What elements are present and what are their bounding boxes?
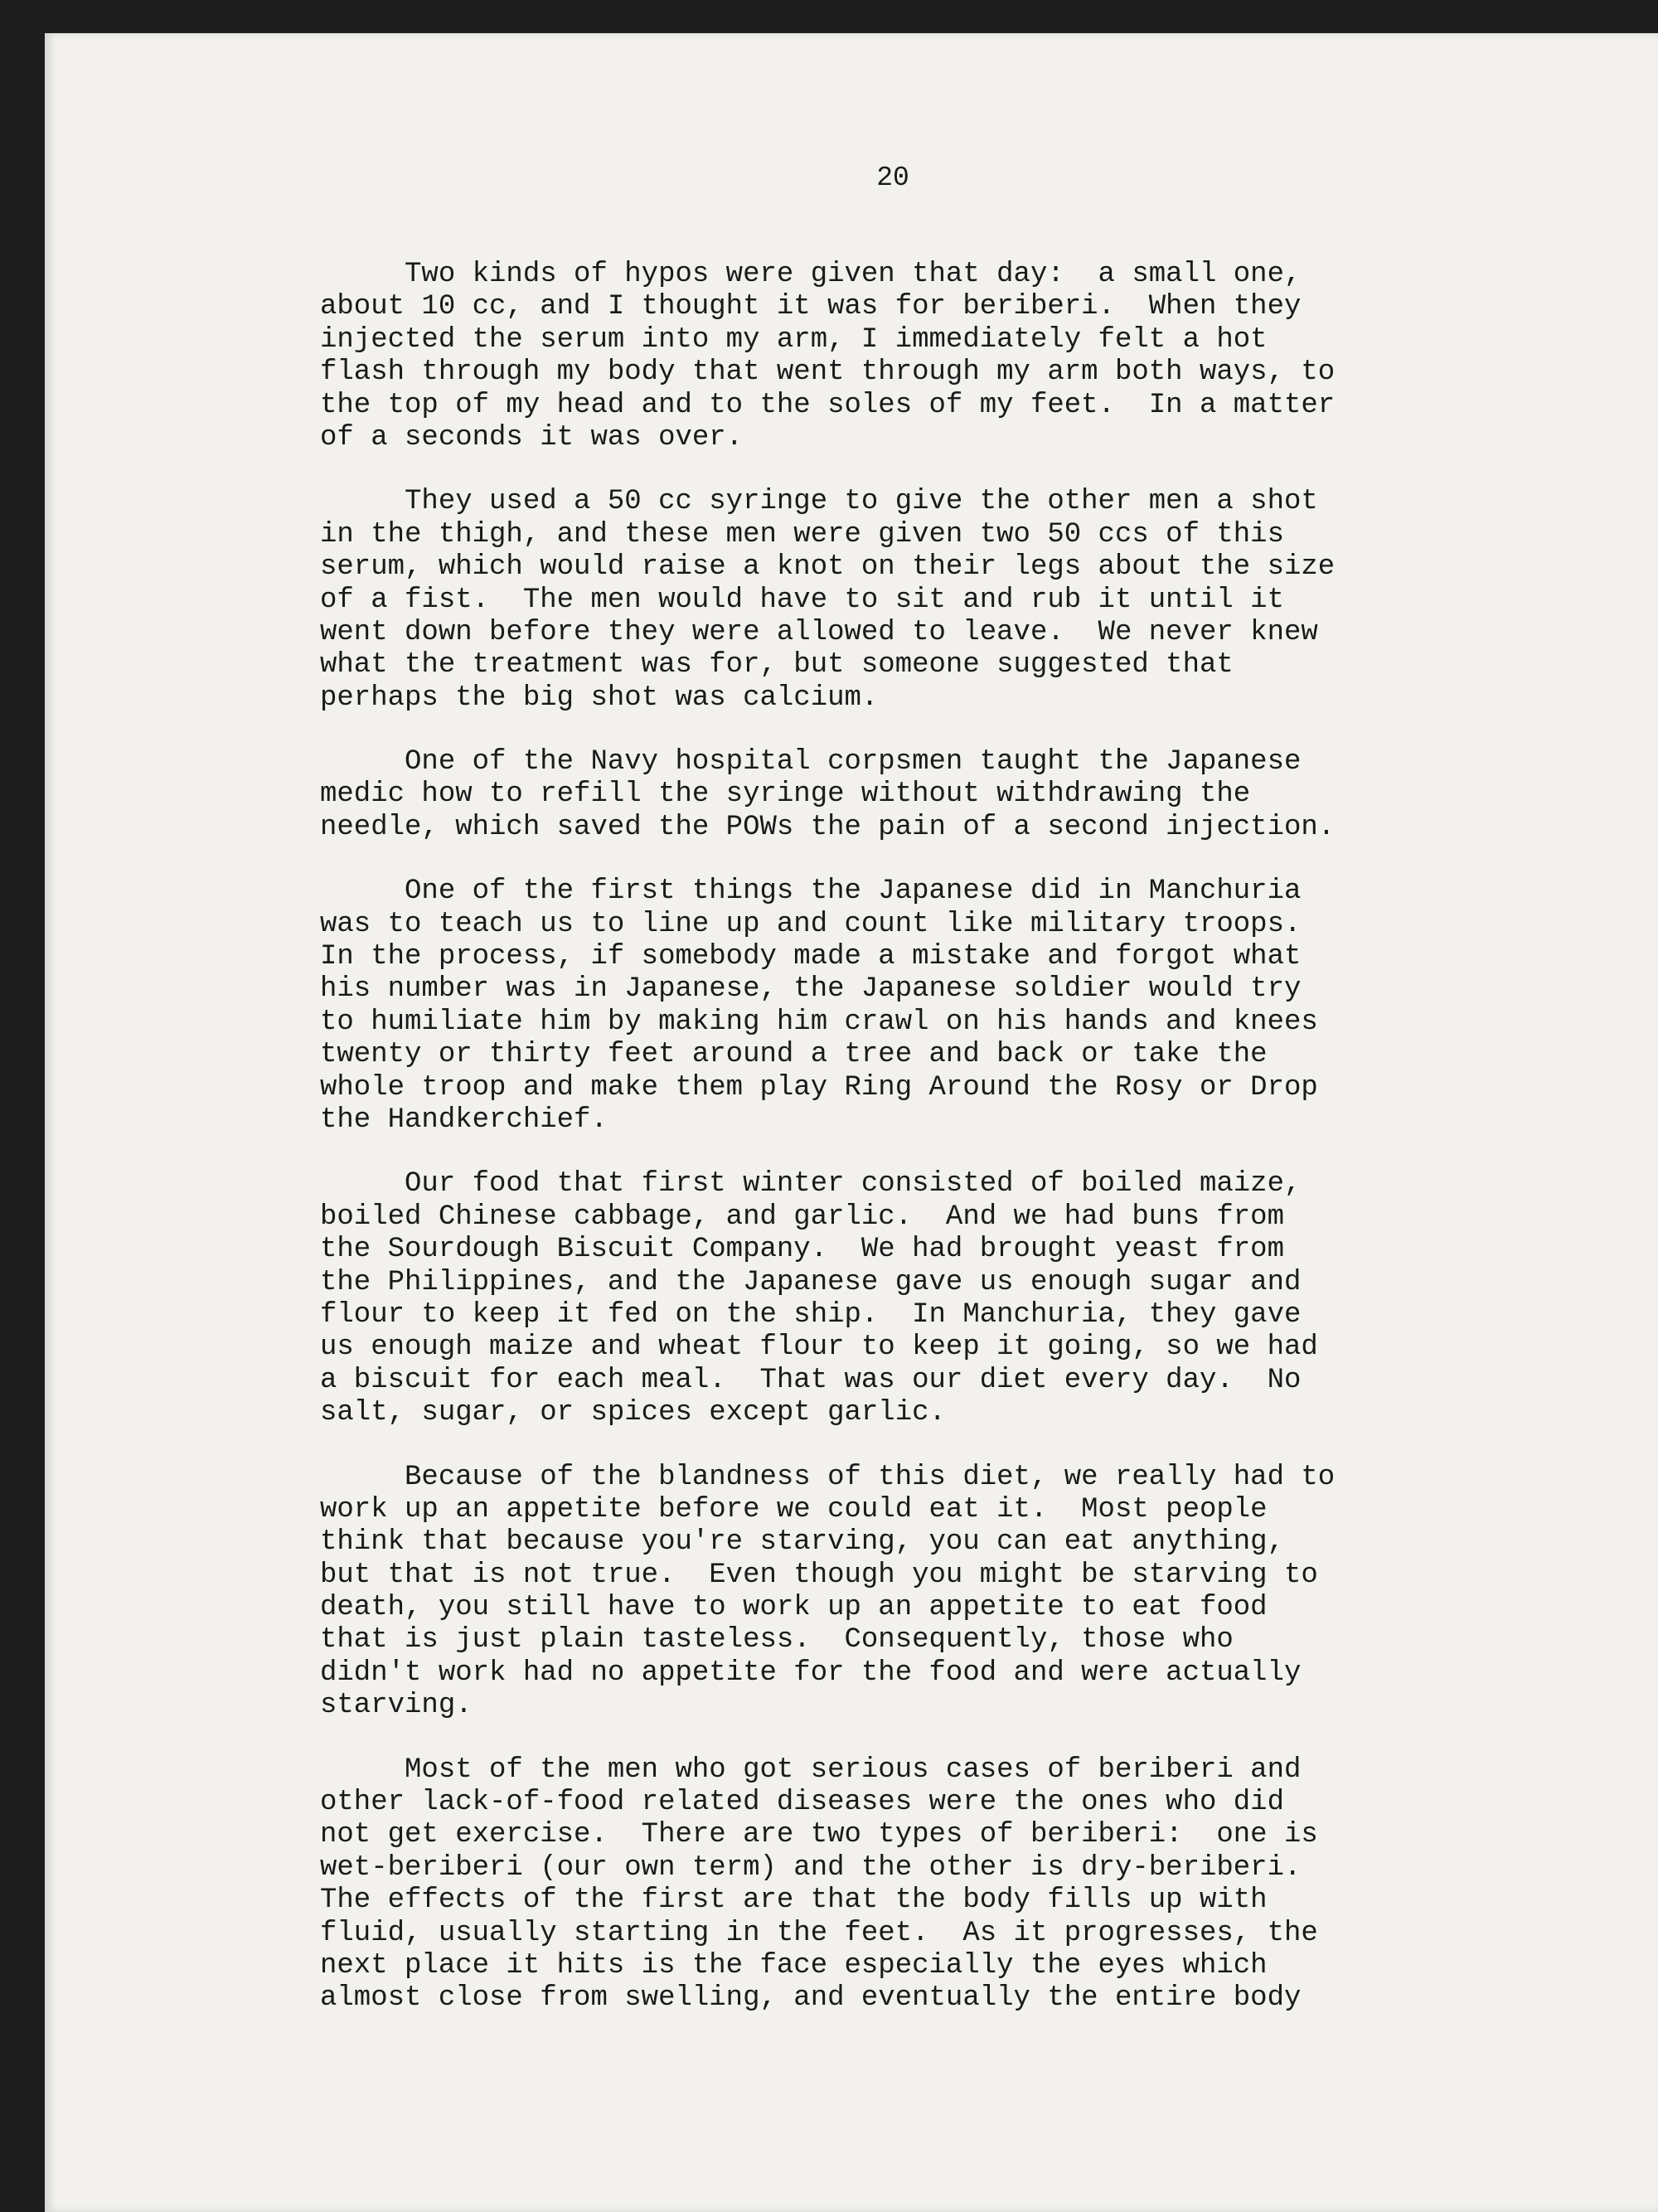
text-line: injected the serum into my arm, I immediately felt a hot — [320, 323, 1268, 356]
paragraph — [320, 259, 1563, 454]
text-line: his number was in Japanese, the Japanese soldier would try — [320, 973, 1302, 1006]
text-line: didn't work had no appetite for the food and were actually — [320, 1657, 1302, 1689]
text-line: death, you still have to work up an appetite to eat food — [320, 1592, 1268, 1624]
text-line: of a fist. The men would have to sit and rub it until it — [320, 584, 1284, 616]
text-line: what the treatment was for, but someone suggested that — [320, 649, 1234, 682]
text-line: the Handkerchief. — [320, 1104, 608, 1136]
text-line: twenty or thirty feet around a tree and back or take the — [320, 1039, 1268, 1071]
text-line: a biscuit for each meal. That was our diet every day. No — [320, 1364, 1302, 1396]
text-line: almost close from swelling, and eventually the entire body — [320, 1982, 1302, 2015]
text-line: medic how to refill the syringe without withdrawing the — [320, 779, 1251, 811]
text-line: the Sourdough Biscuit Company. We had brought yeast from — [320, 1234, 1284, 1266]
text-line: in the thigh, and these men were given two 50 ccs of this — [320, 518, 1284, 551]
text-line: the Philippines, and the Japanese gave us enough sugar and — [320, 1266, 1302, 1298]
text-line: not get exercise. There are two types of beriberi: one is — [320, 1819, 1318, 1851]
page-number: 20 — [876, 163, 909, 193]
text-line: needle, which saved the POWs the pain of a second injection. — [320, 811, 1336, 843]
text-line: but that is not true. Even though you might be starving to — [320, 1559, 1318, 1591]
text-line: flour to keep it fed on the ship. In Manchuria, they gave — [320, 1298, 1302, 1331]
text-line: One of the Navy hospital corpsmen taught the Japanese — [320, 746, 1302, 779]
text-line: about 10 cc, and I thought it was for beriberi. When they — [320, 291, 1302, 323]
text-line: The effects of the first are that the body fills up with — [320, 1885, 1268, 1917]
text-line: Our food that first winter consisted of boiled maize, — [320, 1168, 1302, 1201]
text-line: flash through my body that went through my arm both ways, to — [320, 357, 1336, 389]
paragraph — [320, 1462, 1563, 1723]
text-line: In the process, if somebody made a mistake and forgot what — [320, 941, 1302, 973]
text-line: Two kinds of hypos were given that day: a small one, — [320, 259, 1302, 290]
text-line: other lack-of-food related diseases were the ones who did — [320, 1787, 1284, 1819]
text-line: think that because you're starving, you can eat anything, — [320, 1526, 1284, 1559]
paragraph — [320, 1754, 1563, 2016]
text-line: went down before they were allowed to leave. We never knew — [320, 616, 1318, 648]
text-line: serum, which would raise a knot on their legs about the size — [320, 551, 1336, 584]
paragraph — [320, 1168, 1563, 1429]
text-line: Most of the men who got serious cases of beriberi and — [320, 1754, 1302, 1786]
text-line: us enough maize and wheat flour to keep it going, so we had — [320, 1332, 1318, 1364]
paragraph — [320, 876, 1563, 1137]
text-line: perhaps the big shot was calcium. — [320, 682, 879, 714]
text-line: was to teach us to line up and count like military troops. — [320, 908, 1302, 940]
text-line: boiled Chinese cabbage, and garlic. And we had buns from — [320, 1201, 1284, 1233]
text-line: next place it hits is the face especially the eyes which — [320, 1949, 1268, 1982]
body-text — [320, 259, 1563, 2047]
text-line: One of the first things the Japanese did in Manchuria — [320, 876, 1302, 908]
paragraph — [320, 486, 1563, 715]
text-line: that is just plain tasteless. Consequently, those who — [320, 1624, 1234, 1657]
text-line: of a seconds it was over. — [320, 421, 744, 454]
text-line: to humiliate him by making him crawl on his hands and knees — [320, 1006, 1318, 1038]
text-line: whole troop and make them play Ring Around the Rosy or Drop — [320, 1071, 1318, 1104]
document-page — [45, 33, 1658, 2212]
text-line: Because of the blandness of this diet, we really had to — [320, 1461, 1336, 1493]
text-line: the top of my head and to the soles of my feet. In a matter — [320, 389, 1336, 421]
text-line: starving. — [320, 1690, 473, 1722]
text-line: They used a 50 cc syringe to give the other men a shot — [320, 486, 1318, 518]
text-line: fluid, usually starting in the feet. As it progresses, the — [320, 1917, 1318, 1949]
text-line: wet-beriberi (our own term) and the other is dry-beriberi. — [320, 1851, 1302, 1884]
text-line: work up an appetite before we could eat it. Most people — [320, 1493, 1268, 1526]
text-line: salt, sugar, or spices except garlic. — [320, 1397, 946, 1429]
paragraph — [320, 746, 1563, 844]
